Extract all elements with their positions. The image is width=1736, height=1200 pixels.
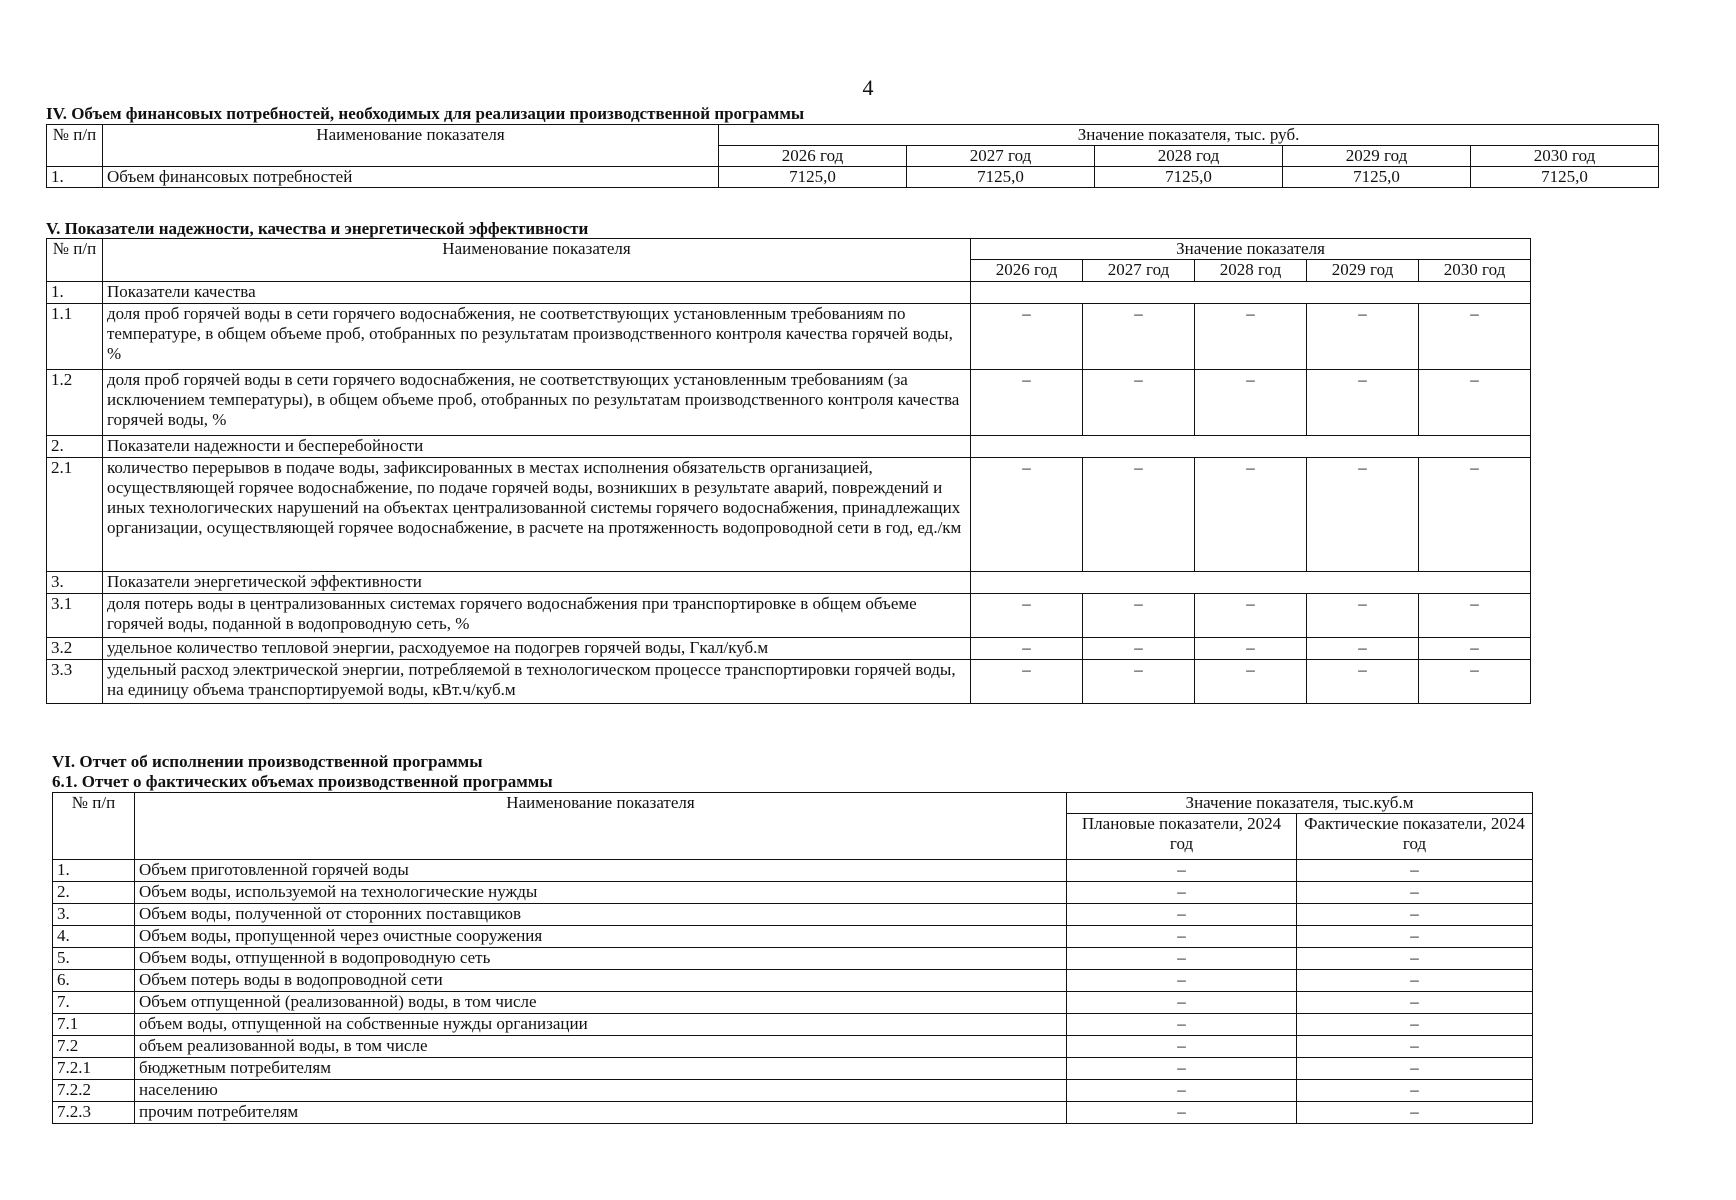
- row-name: Объем воды, пропущенной через очистные сооружения: [135, 926, 1067, 948]
- row-value: –: [1083, 660, 1195, 704]
- row-name: Объем воды, полученной от сторонних поставщиков: [135, 904, 1067, 926]
- row-number: 2.: [47, 436, 103, 458]
- row-plan: –: [1067, 1014, 1297, 1036]
- table-row: [53, 948, 1533, 970]
- row-value: –: [1195, 660, 1307, 704]
- group-row: [47, 282, 1531, 304]
- row-value: –: [1307, 304, 1419, 370]
- row-value: –: [1195, 370, 1307, 436]
- row-fact: –: [1297, 970, 1533, 992]
- row-number: 7.2.3: [53, 1102, 135, 1124]
- row-name: количество перерывов в подаче воды, зафиксированных в местах исполнения обязательств организацией, осуществляющей горячее водоснабжение, по подаче горячей воды, возникших в результате аварий, повреждений и иных технологических нарушений на объектах централизованной системы горячего водоснабжения, принадлежащих организации, осуществляющей горячее водоснабжение, в расчете на протяженность водопроводной сети в год, ед./км: [103, 458, 971, 572]
- row-number: 1.: [47, 282, 103, 304]
- col-no-header: № п/п: [47, 125, 103, 167]
- col-name-header: Наименование показателя: [103, 239, 971, 282]
- section-6-title: VI. Отчет об исполнении производственной программы: [52, 752, 483, 771]
- row-name: Объем воды, используемой на технологические нужды: [135, 882, 1067, 904]
- row-fact: –: [1297, 926, 1533, 948]
- row-fact: –: [1297, 992, 1533, 1014]
- empty-cell: [971, 282, 1531, 304]
- table-row: [53, 1102, 1533, 1124]
- row-value: –: [1083, 370, 1195, 436]
- row-value: 7125,0: [719, 167, 907, 188]
- col-no-header: № п/п: [53, 793, 135, 860]
- year-header: 2027 год: [1083, 260, 1195, 282]
- section-4-title: IV. Объем финансовых потребностей, необходимых для реализации производственной программы: [46, 104, 805, 123]
- table-row: [47, 594, 1531, 638]
- year-header: 2026 год: [719, 146, 907, 167]
- row-plan: –: [1067, 926, 1297, 948]
- row-value: –: [1307, 638, 1419, 660]
- row-value: –: [1195, 304, 1307, 370]
- row-name: доля потерь воды в централизованных системах горячего водоснабжения при транспортировке в общем объеме горячей воды, поданной в водопроводную сеть, %: [103, 594, 971, 638]
- reliability-table: [46, 238, 1531, 704]
- row-plan: –: [1067, 1058, 1297, 1080]
- year-header: 2027 год: [907, 146, 1095, 167]
- row-fact: –: [1297, 1014, 1533, 1036]
- year-header: 2030 год: [1471, 146, 1659, 167]
- row-fact: –: [1297, 1036, 1533, 1058]
- row-name: Показатели энергетической эффективности: [103, 572, 971, 594]
- row-name: населению: [135, 1080, 1067, 1102]
- row-number: 6.: [53, 970, 135, 992]
- table-row: [47, 167, 1659, 188]
- row-plan: –: [1067, 1080, 1297, 1102]
- row-number: 7.2: [53, 1036, 135, 1058]
- col-value-header: Значение показателя: [971, 239, 1531, 260]
- row-fact: –: [1297, 904, 1533, 926]
- table-row: [47, 638, 1531, 660]
- table-row: [53, 1036, 1533, 1058]
- row-name: Объем приготовленной горячей воды: [135, 860, 1067, 882]
- row-fact: –: [1297, 948, 1533, 970]
- row-value: –: [1083, 638, 1195, 660]
- production-report-table: [52, 792, 1533, 1124]
- row-number: 1.: [53, 860, 135, 882]
- row-plan: –: [1067, 948, 1297, 970]
- row-fact: –: [1297, 860, 1533, 882]
- table-row: [53, 860, 1533, 882]
- row-name: прочим потребителям: [135, 1102, 1067, 1124]
- row-value: –: [971, 458, 1083, 572]
- row-number: 1.: [47, 167, 103, 188]
- row-plan: –: [1067, 970, 1297, 992]
- row-name: объем воды, отпущенной на собственные нужды организации: [135, 1014, 1067, 1036]
- row-number: 7.2.2: [53, 1080, 135, 1102]
- table-row: [53, 926, 1533, 948]
- row-value: 7125,0: [1095, 167, 1283, 188]
- row-value: –: [971, 370, 1083, 436]
- row-value: –: [1419, 458, 1531, 572]
- row-fact: –: [1297, 1058, 1533, 1080]
- financial-needs-table: [46, 124, 1659, 188]
- row-value: –: [1083, 594, 1195, 638]
- row-number: 3.2: [47, 638, 103, 660]
- row-value: –: [1195, 594, 1307, 638]
- row-name: удельный расход электрической энергии, потребляемой в технологическом процессе транспортировки горячей воды, на единицу объема транспортируемой воды, кВт.ч/куб.м: [103, 660, 971, 704]
- row-value: –: [971, 594, 1083, 638]
- section-6-1-title: 6.1. Отчет о фактических объемах производственной программы: [52, 772, 553, 791]
- page-number: 4: [862, 75, 874, 100]
- row-value: –: [1419, 304, 1531, 370]
- row-value: –: [971, 638, 1083, 660]
- col-fact-header: Фактические показатели, 2024 год: [1297, 814, 1533, 860]
- col-name-header: Наименование показателя: [103, 125, 719, 167]
- table-row: [53, 904, 1533, 926]
- row-value: –: [1419, 370, 1531, 436]
- col-name-header: Наименование показателя: [135, 793, 1067, 860]
- year-header: 2030 год: [1419, 260, 1531, 282]
- row-value: 7125,0: [1471, 167, 1659, 188]
- table-row: [47, 304, 1531, 370]
- row-value: –: [1083, 304, 1195, 370]
- row-number: 2.: [53, 882, 135, 904]
- row-value: –: [1083, 458, 1195, 572]
- table-row: [53, 1014, 1533, 1036]
- row-number: 3.1: [47, 594, 103, 638]
- row-plan: –: [1067, 904, 1297, 926]
- empty-cell: [971, 436, 1531, 458]
- row-name: доля проб горячей воды в сети горячего водоснабжения, не соответствующих установленным требованиям (за исключением температуры), в общем объеме проб, отобранных по результатам производственного контроля качества горячей воды, %: [103, 370, 971, 436]
- row-fact: –: [1297, 1102, 1533, 1124]
- row-plan: –: [1067, 860, 1297, 882]
- row-plan: –: [1067, 992, 1297, 1014]
- col-value-header: Значение показателя, тыс. руб.: [719, 125, 1659, 146]
- row-number: 2.1: [47, 458, 103, 572]
- row-value: –: [1419, 660, 1531, 704]
- table-row: [47, 660, 1531, 704]
- year-header: 2026 год: [971, 260, 1083, 282]
- row-number: 3.3: [47, 660, 103, 704]
- year-header: 2029 год: [1307, 260, 1419, 282]
- col-plan-header: Плановые показатели, 2024 год: [1067, 814, 1297, 860]
- row-plan: –: [1067, 882, 1297, 904]
- row-fact: –: [1297, 882, 1533, 904]
- row-fact: –: [1297, 1080, 1533, 1102]
- table-row: [53, 1058, 1533, 1080]
- empty-cell: [971, 572, 1531, 594]
- row-name: удельное количество тепловой энергии, расходуемое на подогрев горячей воды, Гкал/куб.м: [103, 638, 971, 660]
- row-value: –: [1419, 594, 1531, 638]
- row-name: Показатели качества: [103, 282, 971, 304]
- table-row: [53, 992, 1533, 1014]
- row-number: 7.2.1: [53, 1058, 135, 1080]
- row-name: Объем воды, отпущенной в водопроводную сеть: [135, 948, 1067, 970]
- row-name: Объем финансовых потребностей: [103, 167, 719, 188]
- row-number: 3.: [53, 904, 135, 926]
- row-value: –: [1307, 594, 1419, 638]
- row-plan: –: [1067, 1036, 1297, 1058]
- row-value: –: [1307, 458, 1419, 572]
- row-number: 3.: [47, 572, 103, 594]
- row-number: 1.1: [47, 304, 103, 370]
- row-plan: –: [1067, 1102, 1297, 1124]
- row-name: бюджетным потребителям: [135, 1058, 1067, 1080]
- row-value: –: [1307, 660, 1419, 704]
- group-row: [47, 572, 1531, 594]
- col-value-header: Значение показателя, тыс.куб.м: [1067, 793, 1533, 814]
- row-value: –: [1419, 638, 1531, 660]
- row-value: –: [1195, 638, 1307, 660]
- row-value: –: [971, 304, 1083, 370]
- row-value: –: [1307, 370, 1419, 436]
- table-row: [53, 970, 1533, 992]
- year-header: 2029 год: [1283, 146, 1471, 167]
- table-row: [53, 882, 1533, 904]
- row-name: Объем потерь воды в водопроводной сети: [135, 970, 1067, 992]
- group-row: [47, 436, 1531, 458]
- row-value: –: [1195, 458, 1307, 572]
- row-name: Показатели надежности и бесперебойности: [103, 436, 971, 458]
- row-number: 1.2: [47, 370, 103, 436]
- row-name: доля проб горячей воды в сети горячего водоснабжения, не соответствующих установленным требованиям по температуре, в общем объеме проб, отобранных по результатам производственного контроля качества горячей воды, %: [103, 304, 971, 370]
- row-number: 4.: [53, 926, 135, 948]
- row-value: –: [971, 660, 1083, 704]
- table-row: [47, 370, 1531, 436]
- row-value: 7125,0: [907, 167, 1095, 188]
- row-number: 5.: [53, 948, 135, 970]
- col-no-header: № п/п: [47, 239, 103, 282]
- row-value: 7125,0: [1283, 167, 1471, 188]
- section-5-title: V. Показатели надежности, качества и энергетической эффективности: [46, 219, 589, 238]
- row-name: объем реализованной воды, в том числе: [135, 1036, 1067, 1058]
- row-name: Объем отпущенной (реализованной) воды, в том числе: [135, 992, 1067, 1014]
- row-number: 7.1: [53, 1014, 135, 1036]
- table-row: [47, 458, 1531, 572]
- year-header: 2028 год: [1095, 146, 1283, 167]
- row-number: 7.: [53, 992, 135, 1014]
- year-header: 2028 год: [1195, 260, 1307, 282]
- table-row: [53, 1080, 1533, 1102]
